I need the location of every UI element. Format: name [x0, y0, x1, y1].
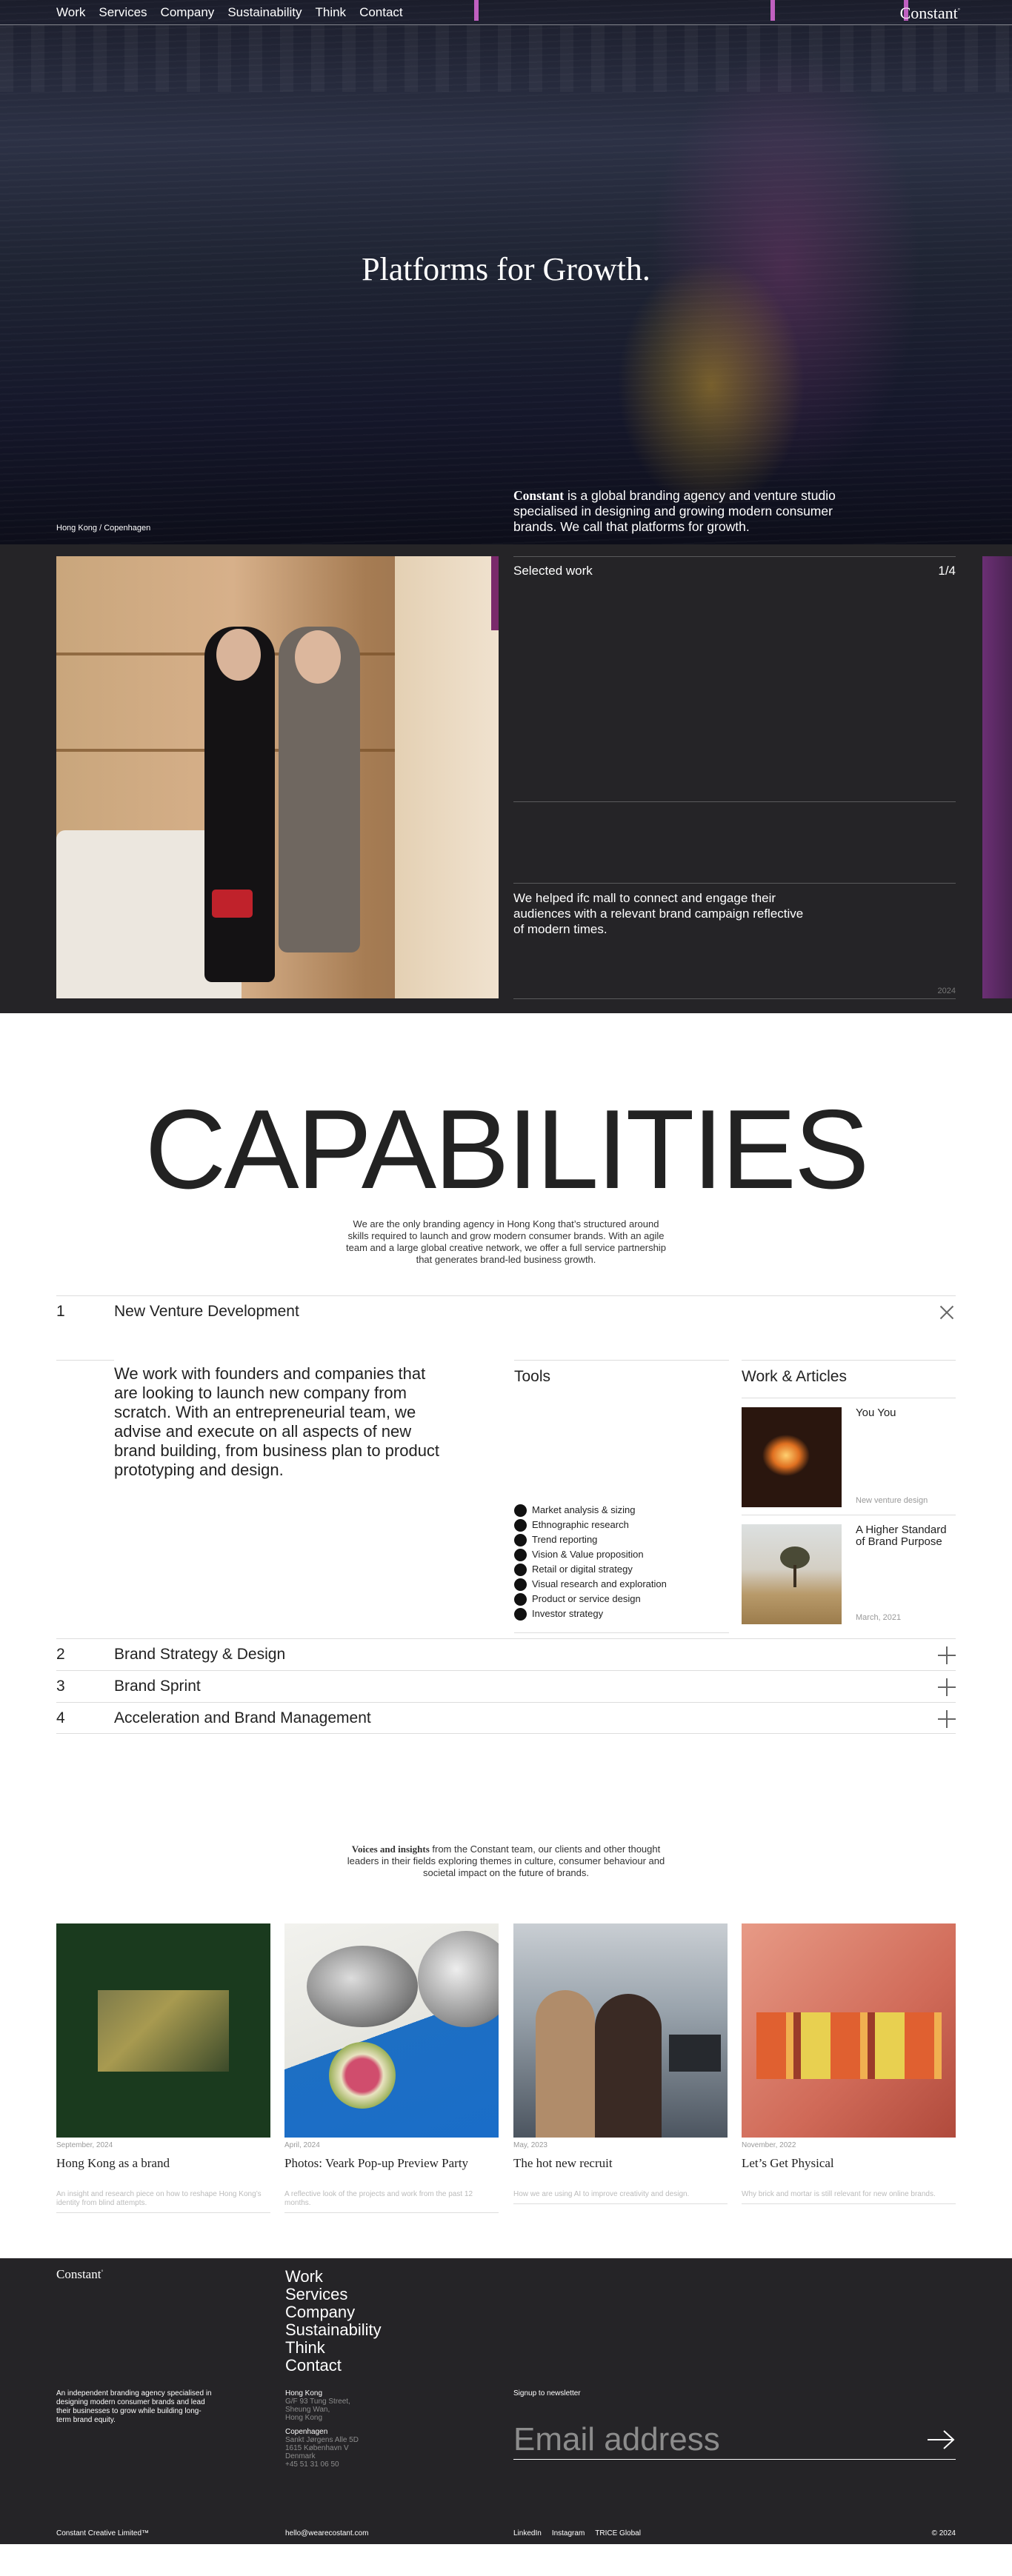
- footer-email-link[interactable]: hello@wearecostant.com: [285, 2529, 369, 2537]
- newsletter-label: Signup to newsletter: [513, 2389, 581, 2398]
- wall-shape: [395, 556, 499, 998]
- hero-skyline-image: [0, 25, 1012, 92]
- email-input[interactable]: [513, 2421, 899, 2458]
- insights-intro: [343, 1843, 669, 1879]
- hero-intro-text: is a global branding agency and venture studio specialised in designing and growing modern consumer brands. We call that platforms for growth.: [513, 488, 836, 534]
- tool-item: Product or service design: [514, 1592, 667, 1606]
- tool-item: Market analysis & sizing: [514, 1503, 667, 1518]
- insight-excerpt: Why brick and mortar is still relevant for new online brands.: [742, 2190, 956, 2204]
- tool-item: Vision & Value proposition: [514, 1547, 667, 1562]
- plus-icon[interactable]: [938, 1646, 956, 1664]
- footer-nav-work[interactable]: Work: [285, 2267, 323, 2286]
- bottles-shape: [756, 2012, 942, 2079]
- divider: [513, 801, 956, 802]
- accordion-item-acceleration[interactable]: [56, 1702, 956, 1734]
- insight-excerpt: A reflective look of the projects and work from the past 12 months.: [284, 2190, 499, 2213]
- footer-about: An independent branding agency specialised in designing modern consumer brands and lead their businesses to grow while building long-term brand equity.: [56, 2389, 212, 2424]
- footer-offices: [285, 2389, 359, 2469]
- accent-shape: [491, 556, 499, 630]
- office-city: Copenhagen: [285, 2428, 328, 2436]
- close-icon[interactable]: [934, 1300, 959, 1325]
- person-head: [216, 629, 261, 681]
- insight-image: [513, 1923, 728, 2138]
- insights-cards: [56, 1923, 956, 2220]
- top-nav: [0, 0, 1012, 25]
- slide-counter: 1/4: [938, 564, 956, 578]
- selected-work-year: 2024: [937, 987, 956, 995]
- person-figure: [536, 1990, 595, 2138]
- person-head: [295, 630, 341, 684]
- insight-title: The hot new recruit: [513, 2156, 613, 2170]
- plus-icon[interactable]: [938, 1710, 956, 1728]
- company-name: Constant Creative Limited™: [56, 2529, 150, 2537]
- accordion-title: Brand Strategy & Design: [114, 1646, 286, 1663]
- insight-title: Let’s Get Physical: [742, 2156, 834, 2170]
- capabilities-section: [0, 1087, 1012, 1734]
- hero-section: [0, 0, 1012, 544]
- footer-nav-contact[interactable]: Contact: [285, 2356, 342, 2375]
- nav-item-sustainability[interactable]: Sustainability: [227, 5, 302, 19]
- accordion-item-brand-strategy[interactable]: [56, 1638, 956, 1670]
- office-address-line: Sheung Wan,: [285, 2406, 330, 2414]
- bowl-shape: [418, 1931, 499, 2027]
- article-card-higher-standard[interactable]: [742, 1515, 956, 1622]
- accordion-number: 4: [56, 1709, 65, 1726]
- footer-nav-sustainability[interactable]: Sustainability: [285, 2320, 382, 2339]
- photo-inset: [98, 1990, 229, 2072]
- accordion-title: Brand Sprint: [114, 1678, 201, 1695]
- divider: [114, 1360, 499, 1367]
- footer-nav-think[interactable]: Think: [285, 2338, 325, 2357]
- insight-card[interactable]: [513, 1923, 728, 2198]
- divider: [513, 998, 956, 999]
- arrow-right-icon[interactable]: [926, 2429, 956, 2451]
- social-links: [513, 2529, 641, 2537]
- accordion-item-brand-sprint[interactable]: [56, 1670, 956, 1702]
- plus-icon[interactable]: [938, 1678, 956, 1696]
- insight-card[interactable]: [742, 1923, 956, 2198]
- nav-list: [56, 5, 403, 20]
- nav-item-company[interactable]: Company: [160, 5, 215, 19]
- insight-date: April, 2024: [284, 2141, 320, 2149]
- accordion-panel: [56, 1327, 956, 1638]
- office-address-line: G/F 93 Tung Street,: [285, 2398, 350, 2406]
- insight-image: [284, 1923, 499, 2138]
- handbag-shape: [212, 890, 253, 918]
- hero-title: Platforms for Growth.: [362, 251, 650, 287]
- tool-item: Trend reporting: [514, 1532, 667, 1547]
- tree-trunk: [793, 1565, 796, 1587]
- copyright: © 2024: [931, 2529, 956, 2537]
- nav-item-think[interactable]: Think: [315, 5, 347, 19]
- insight-excerpt: How we are using AI to improve creativity and design.: [513, 2190, 728, 2204]
- article-title: You You: [856, 1407, 896, 1419]
- footer: [0, 2258, 1012, 2544]
- tool-item: Ethnographic research: [514, 1518, 667, 1532]
- tool-item: Retail or digital strategy: [514, 1562, 667, 1577]
- selected-work-label: Selected work: [513, 564, 593, 578]
- tools-heading: Tools: [514, 1360, 729, 1386]
- insights-intro-bold: Voices and insights: [351, 1843, 430, 1855]
- next-slide-preview[interactable]: [982, 556, 1012, 998]
- article-meta: March, 2021: [856, 1613, 902, 1622]
- accordion-item-new-venture[interactable]: [56, 1295, 956, 1327]
- fruit-shape: [329, 2042, 396, 2109]
- accordion-title: Acceleration and Brand Management: [114, 1709, 371, 1726]
- footer-nav: [285, 2268, 382, 2375]
- monitor-shape: [669, 2035, 721, 2072]
- hero-intro-brand: Constant: [513, 488, 565, 503]
- selected-work-section: [0, 544, 1012, 1013]
- footer-logo[interactable]: Constant°: [56, 2267, 104, 2281]
- article-title: A Higher Standard of Brand Purpose: [856, 1524, 947, 1548]
- insight-card[interactable]: [56, 1923, 270, 2207]
- accordion-number: 2: [56, 1646, 65, 1663]
- divider: [514, 1632, 729, 1633]
- linkedin-link[interactable]: LinkedIn: [513, 2529, 542, 2537]
- capability-description: We work with founders and companies that are looking to launch new company from scratch. With an entrepreneurial team, we advise and execute on all aspects of new brand building, from business plan to product prototyping and design.: [114, 1364, 440, 1479]
- nav-item-contact[interactable]: Contact: [359, 5, 403, 19]
- newsletter-form: [513, 2421, 956, 2460]
- tool-item: Visual research and exploration: [514, 1577, 667, 1592]
- person-figure: [595, 1994, 662, 2138]
- footer-nav-services[interactable]: Services: [285, 2285, 348, 2303]
- trice-global-link[interactable]: TRICE Global: [595, 2529, 641, 2537]
- accordion-number: 3: [56, 1678, 65, 1695]
- insights-section: [0, 1843, 1012, 2220]
- insight-excerpt: An insight and research piece on how to reshape Hong Kong’s identity from blind attempts.: [56, 2190, 270, 2213]
- accordion-number: 1: [56, 1303, 65, 1320]
- office-phone[interactable]: +45 51 31 06 50: [285, 2460, 339, 2469]
- office-address-line: Sankt Jørgens Alle 5D: [285, 2436, 359, 2444]
- office-city: Hong Kong: [285, 2389, 323, 2398]
- office-address-line: 1615 København V: [285, 2444, 349, 2452]
- insights-intro-text: from the Constant team, our clients and other thought leaders in their fields exploring themes in culture, consumer behaviour and societal impact on the future of brands.: [347, 1843, 665, 1878]
- capabilities-accordion: [56, 1295, 956, 1734]
- insight-date: November, 2022: [742, 2141, 796, 2149]
- insight-date: September, 2024: [56, 2141, 113, 2149]
- insight-image: [56, 1923, 270, 2138]
- insight-card[interactable]: [284, 1923, 499, 2207]
- tree-image: [742, 1524, 842, 1624]
- nav-item-services[interactable]: Services: [99, 5, 147, 19]
- divider: [513, 883, 956, 884]
- insight-title: Photos: Veark Pop-up Preview Party: [284, 2156, 469, 2170]
- footer-nav-company[interactable]: Company: [285, 2303, 356, 2321]
- nav-item-work[interactable]: Work: [56, 5, 86, 19]
- selected-work-header: [513, 556, 956, 578]
- articles-heading: Work & Articles: [742, 1360, 956, 1386]
- selected-work-image[interactable]: [56, 556, 499, 998]
- capabilities-title: CAPABILITIES: [144, 1087, 868, 1212]
- article-meta: New venture design: [856, 1496, 928, 1505]
- article-card-you-you[interactable]: [742, 1398, 956, 1505]
- instagram-link[interactable]: Instagram: [551, 2529, 585, 2537]
- tools-list: [514, 1503, 667, 1621]
- capabilities-intro: We are the only branding agency in Hong Kong that’s structured around skills required to launch and grow modern consumer brands. With an agile team and a large global creative network, we offer a full service partnership that generates brand-led business growth.: [346, 1218, 666, 1265]
- brand-logo[interactable]: Constant°: [899, 4, 960, 22]
- hero-intro: [513, 488, 862, 535]
- selected-work-description[interactable]: We helped ifc mall to connect and engage their audiences with a relevant brand campaign reflective of modern times.: [513, 891, 804, 936]
- insight-date: May, 2023: [513, 2141, 547, 2149]
- insight-title: Hong Kong as a brand: [56, 2156, 170, 2170]
- office-address-line: Denmark: [285, 2452, 316, 2460]
- insight-image: [742, 1923, 956, 2138]
- bowl-shape: [307, 1946, 418, 2027]
- tool-item: Investor strategy: [514, 1606, 667, 1621]
- accordion-title: New Venture Development: [114, 1303, 299, 1320]
- office-address-line: Hong Kong: [285, 2414, 323, 2422]
- divider: [56, 1360, 114, 1368]
- hero-location: Hong Kong / Copenhagen: [56, 524, 151, 533]
- fire-image: [742, 1407, 842, 1507]
